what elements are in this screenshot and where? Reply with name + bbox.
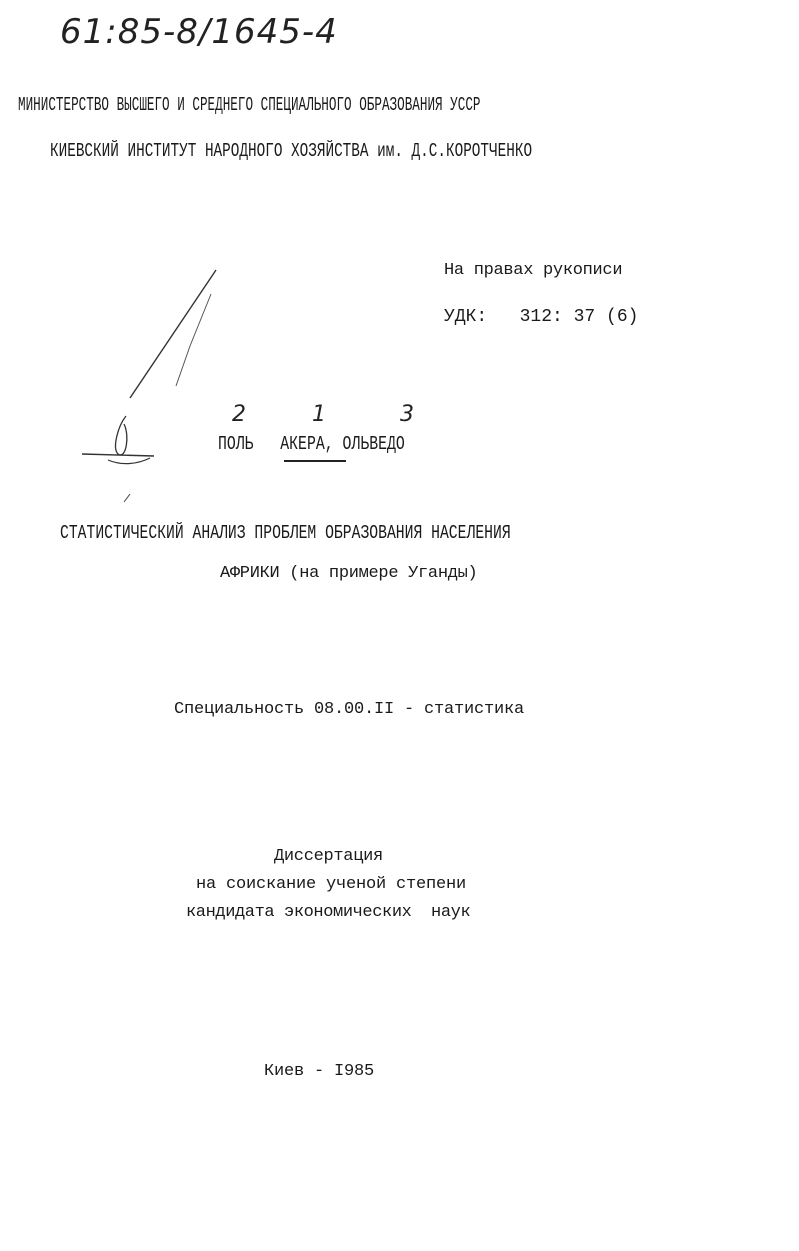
dissertation-title-line-2: АФРИКИ (на примере Уганды) <box>220 564 478 583</box>
manuscript-rights-note: На правах рукописи <box>444 261 623 280</box>
surname-underline <box>284 460 346 462</box>
author-separator: , <box>324 433 334 455</box>
ministry-heading: МИНИСТЕРСТВО ВЫСШЕГО И СРЕДНЕГО СПЕЦИАЛЬНОГО ОБРАЗОВАНИЯ УССР <box>18 94 481 116</box>
author-order-mark-1: 2 <box>232 402 246 427</box>
author-first-name: ПОЛЬ <box>218 433 254 455</box>
author-second-surname: ОЛЬВЕДО <box>342 433 405 455</box>
author-surname: АКЕРА <box>280 433 325 455</box>
place-and-year: Киев - I985 <box>264 1062 375 1081</box>
specialty-line: Специальность 08.00.II - статистика <box>174 700 525 719</box>
dissertation-title-line-1: СТАТИСТИЧЕСКИЙ АНАЛИЗ ПРОБЛЕМ ОБРАЗОВАНИЯ НАСЕЛЕНИЯ <box>60 522 511 544</box>
handwritten-archive-code: 61:85-8/1645-4 <box>60 12 338 52</box>
author-order-mark-2: 1 <box>312 402 326 427</box>
degree-line-2: на соискание ученой степени <box>196 875 467 894</box>
author-name <box>218 432 457 456</box>
author-order-mark-3: 3 <box>400 402 414 427</box>
signature-scribble <box>78 266 238 506</box>
udc-code: УДК: 312: 37 (6) <box>444 307 639 327</box>
degree-line-3: кандидата экономических наук <box>186 903 471 922</box>
degree-line-1: Диссертация <box>274 847 383 866</box>
institute-heading: КИЕВСКИЙ ИНСТИТУТ НАРОДНОГО ХОЗЯЙСТВА им. Д.С.КОРОТЧЕНКО <box>50 140 533 162</box>
